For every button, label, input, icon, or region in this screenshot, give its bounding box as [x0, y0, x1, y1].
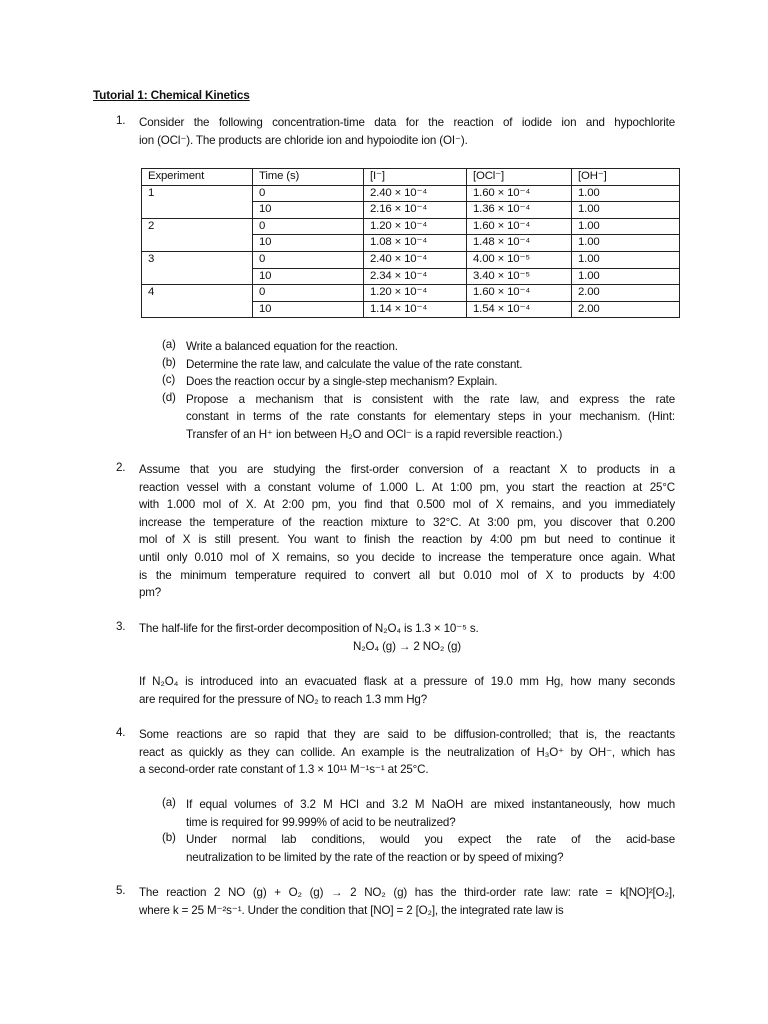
text-line: are required for the pressure of NO₂ to reach 1.3 mm Hg? — [139, 692, 428, 706]
text-line: neutralization to be limited by the rate of the reaction or by speed of mixing? — [186, 850, 564, 864]
table-cell — [142, 268, 253, 285]
table-header-row — [142, 169, 680, 186]
table-row — [142, 285, 680, 302]
table-cell — [142, 202, 253, 219]
text-line: Write a balanced equation for the reaction. — [186, 340, 398, 353]
equation: N₂O₄ (g) → 2 NO₂ (g) — [352, 639, 461, 653]
text-line: If N₂O₄ is introduced into an evacuated flask at a pressure of 19.0 mm Hg, how many seconds — [139, 675, 675, 688]
question-4-text — [139, 726, 675, 779]
table-cell: 1.54 × 10⁻⁴ — [467, 301, 572, 318]
table-cell: 1.00 — [572, 202, 680, 219]
text-line: until only 0.010 mol of X remains, so you decide to increase the temperature once again. What — [139, 550, 675, 564]
question-number: 1. — [116, 114, 126, 127]
table-row — [142, 251, 680, 268]
text-line: ion (OCl⁻). The products are chloride ion and hypoiodite ion (OI⁻). — [139, 133, 468, 147]
table-row — [142, 235, 680, 252]
text-line: constant in terms of the rate constants for elementary steps in your mechanism. (Hint: — [186, 410, 675, 424]
table-cell: 1.14 × 10⁻⁴ — [364, 301, 467, 318]
part-label: (b) — [162, 831, 176, 844]
table-cell: 2 — [142, 218, 253, 235]
table-cell: 2.40 × 10⁻⁴ — [364, 185, 467, 202]
header-cell: [I⁻] — [364, 169, 467, 186]
table-cell: 1.08 × 10⁻⁴ — [364, 235, 467, 252]
table-cell — [142, 301, 253, 318]
table-cell: 3.40 × 10⁻⁵ — [467, 268, 572, 285]
table-cell: 2.34 × 10⁻⁴ — [364, 268, 467, 285]
part-label: (b) — [162, 355, 176, 369]
text-line: a second-order rate constant of 1.3 × 10¹¹ M⁻¹s⁻¹ at 25°C. — [139, 763, 429, 777]
table-cell: 10 — [253, 301, 364, 318]
question-number: 2. — [116, 461, 126, 474]
table-row — [142, 202, 680, 219]
part-label: (c) — [162, 373, 176, 387]
question-number: 3. — [116, 620, 126, 633]
table-cell: 4 — [142, 285, 253, 302]
question-number: 5. — [116, 884, 126, 897]
table-cell: 1.00 — [572, 235, 680, 252]
question-1-text — [139, 114, 675, 149]
table-cell: 1.00 — [572, 251, 680, 268]
question-2-text — [139, 461, 675, 602]
text-line: The reaction 2 NO (g) + O₂ (g) → 2 NO₂ (g) has the third-order rate law: rate = k[NO]²[O₂], — [139, 886, 675, 899]
table-cell: 3 — [142, 251, 253, 268]
table-cell: 0 — [253, 285, 364, 302]
text-line: The half-life for the first-order decomposition of N₂O₄ is 1.3 × 10⁻⁵ s. — [139, 622, 479, 635]
table-cell: 0 — [253, 251, 364, 268]
text-line: increase the temperature of the reaction mixture to 32°C. At 3:00 pm, you discover that 0.200 — [139, 515, 675, 529]
table-cell: 1.00 — [572, 218, 680, 235]
text-line: Does the reaction occur by a single-step mechanism? Explain. — [186, 375, 498, 389]
table-cell: 2.00 — [572, 285, 680, 302]
table-cell: 1.60 × 10⁻⁴ — [467, 185, 572, 202]
table-cell: 1.20 × 10⁻⁴ — [364, 285, 467, 302]
header-cell: [OH⁻] — [572, 169, 680, 186]
table-cell: 2.40 × 10⁻⁴ — [364, 251, 467, 268]
question-3-text — [139, 620, 675, 655]
table-cell: 1.48 × 10⁻⁴ — [467, 235, 572, 252]
table-cell: 1.20 × 10⁻⁴ — [364, 218, 467, 235]
text-line: is the minimum temperature required to convert all but 0.010 mol of X to products by 4:00 — [139, 568, 675, 582]
table-cell: 2.16 × 10⁻⁴ — [364, 202, 467, 219]
part-label: (a) — [162, 796, 176, 809]
text-line: Assume that you are studying the first-order conversion of a reactant X to products in a — [139, 463, 675, 476]
table-cell: 1.60 × 10⁻⁴ — [467, 218, 572, 235]
table-cell: 0 — [253, 185, 364, 202]
header-cell: [OCl⁻] — [467, 169, 572, 186]
table-row — [142, 218, 680, 235]
text-line: Determine the rate law, and calculate the value of the rate constant. — [186, 357, 523, 371]
text-line: If equal volumes of 3.2 M HCl and 3.2 M NaOH are mixed instantaneously, how much — [186, 798, 675, 811]
header-cell: Experiment — [142, 169, 253, 186]
part-label: (a) — [162, 338, 176, 351]
text-line: mol of X is still present. You want to finish the reaction by 4:00 pm but need to continue it — [139, 533, 675, 547]
table-cell: 10 — [253, 268, 364, 285]
text-line: react as quickly as they can collide. An example is the neutralization of H₃O⁺ by OH⁻, which has — [139, 745, 675, 759]
table-cell: 1.00 — [572, 268, 680, 285]
table-cell: 1.00 — [572, 185, 680, 202]
question-5-text — [139, 884, 675, 919]
table-cell: 1.60 × 10⁻⁴ — [467, 285, 572, 302]
text-line: Consider the following concentration-time data for the reaction of iodide ion and hypochlorite — [139, 116, 675, 129]
table-cell: 0 — [253, 218, 364, 235]
question-3-text-2 — [139, 673, 675, 708]
table-cell: 10 — [253, 202, 364, 219]
part-label: (d) — [162, 390, 176, 404]
text-line: Under normal lab conditions, would you expect the rate of the acid-base — [186, 833, 675, 846]
table-cell: 10 — [253, 235, 364, 252]
concentration-table — [141, 168, 680, 318]
table-row — [142, 185, 680, 202]
header-cell: Time (s) — [253, 169, 364, 186]
text-line: pm? — [139, 586, 162, 600]
table-cell: 1 — [142, 185, 253, 202]
text-line: Propose a mechanism that is consistent with the rate law, and express the rate — [186, 392, 675, 406]
page-title: Tutorial 1: Chemical Kinetics — [93, 88, 250, 102]
text-line: reaction vessel with a constant volume of 1.000 L. At 1:00 pm, you start the reaction at 25°C — [139, 480, 675, 494]
table-cell: 1.36 × 10⁻⁴ — [467, 202, 572, 219]
table-cell: 4.00 × 10⁻⁵ — [467, 251, 572, 268]
text-line: with 1.000 mol of X. At 2:00 pm, you find that 0.500 mol of X remains, and you immediately — [139, 498, 675, 512]
table-row — [142, 301, 680, 318]
text-line: Some reactions are so rapid that they are said to be diffusion-controlled; that is, the reactants — [139, 728, 675, 741]
text-line: time is required for 99.999% of acid to be neutralized? — [186, 815, 456, 829]
question-number: 4. — [116, 726, 126, 739]
table-cell: 2.00 — [572, 301, 680, 318]
text-line: Transfer of an H⁺ ion between H₂O and OCl⁻ is a rapid reversible reaction.) — [186, 427, 563, 441]
table-cell — [142, 235, 253, 252]
text-line: where k = 25 M⁻²s⁻¹. Under the condition that [NO] = 2 [O₂], the integrated rate law is — [139, 903, 564, 917]
table-row — [142, 268, 680, 285]
